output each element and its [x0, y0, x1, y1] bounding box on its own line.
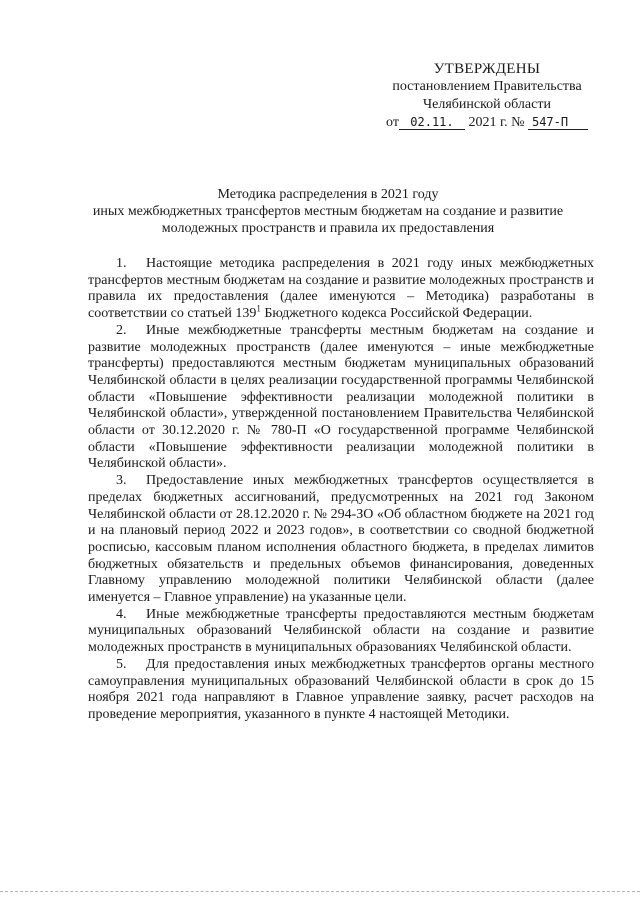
paragraph-text: Для предоставления иных межбюджетных трансфертов органы местного самоуправления муниципальных образований Челябинской области в срок до 15 ноября 2021 года направляют в Главное управление заявку, расчет расходов на проведение мероприятия, указанного в пункте 4 настоящей Методики.	[88, 656, 594, 722]
approval-stamp	[372, 60, 602, 132]
document-body	[88, 256, 594, 724]
page-bottom-divider	[0, 891, 640, 892]
paragraph-3	[88, 473, 594, 607]
paragraph-4	[88, 607, 594, 657]
superscript: 1	[256, 303, 261, 314]
paragraph-number: 3.	[116, 473, 127, 489]
approval-date: 02.11.	[399, 115, 465, 130]
document-title	[60, 186, 596, 237]
title-line-1: Методика распределения в 2021 году	[217, 187, 439, 202]
title-line-3: молодежных пространств и правила их предоставления	[161, 221, 495, 236]
paragraph-text: Настоящие методика распределения в 2021 году иных межбюджетных трансфертов местным бюджетам на создание и развитие молодежных пространств и правила их предоставления (далее именуются – Методика) разработаны в соответствии со статьей 139	[88, 256, 594, 322]
paragraph-number: 4.	[116, 606, 127, 622]
paragraph-1	[88, 256, 594, 323]
approval-line-1: постановлением Правительства	[392, 79, 582, 94]
approval-number: 547-П	[528, 115, 588, 130]
paragraph-2	[88, 323, 594, 473]
approval-line-2: Челябинской области	[423, 97, 551, 112]
title-line-2: иных межбюджетных трансфертов местным бюджетам на создание и развитие	[92, 204, 564, 219]
paragraph-number: 2.	[116, 322, 127, 338]
approval-date-line	[372, 114, 602, 132]
paragraph-text: Иные межбюджетные трансферты местным бюджетам на создание и развитие молодежных пространств (далее именуются – иные межбюджетные трансферты) предоставляются местным бюджетам муниципальных образований Челябинской области в целях реализации государственной программы Челябинской области «Повышение эффективности реализации молодежной политики в Челябинской области», утвержденной постановлением Правительства Челябинской области от 30.12.2020 г. № 780-П «О государственной программе Челябинской области «Повышение эффективности реализации молодежной политики в Челябинской области».	[88, 322, 594, 472]
approval-heading: УТВЕРЖДЕНЫ	[433, 61, 541, 77]
paragraph-number: 5.	[116, 656, 127, 672]
paragraph-number: 1.	[116, 256, 127, 271]
paragraph-text: Предоставление иных межбюджетных трансфертов осуществляется в пределах бюджетных ассигнований, предусмотренных на 2021 год Законом Челябинской области от 28.12.2020 г. № 294-ЗО «Об областном бюджете на 2021 год и на плановый период 2022 и 2023 годов», в соответствии со сводной бюджетной росписью, кассовым планом исполнения областного бюджета, в пределах лимитов бюджетных обязательств и предельных объемов финансирования, доведенных Главному управлению молодежной политики Челябинской области (далее именуется – Главное управление) на указанные цели.	[88, 473, 594, 606]
paragraph-text-continued: Бюджетного кодекса Российской Федерации.	[260, 306, 533, 322]
paragraph-5	[88, 657, 594, 724]
approval-prefix: от	[386, 115, 399, 130]
paragraph-text: Иные межбюджетные трансферты предоставляются местным бюджетам муниципальных образований Челябинской области на создание и развитие молодежных пространств в муниципальных образованиях Челябинской области.	[88, 606, 594, 656]
approval-year: 2021 г. №	[468, 115, 525, 130]
